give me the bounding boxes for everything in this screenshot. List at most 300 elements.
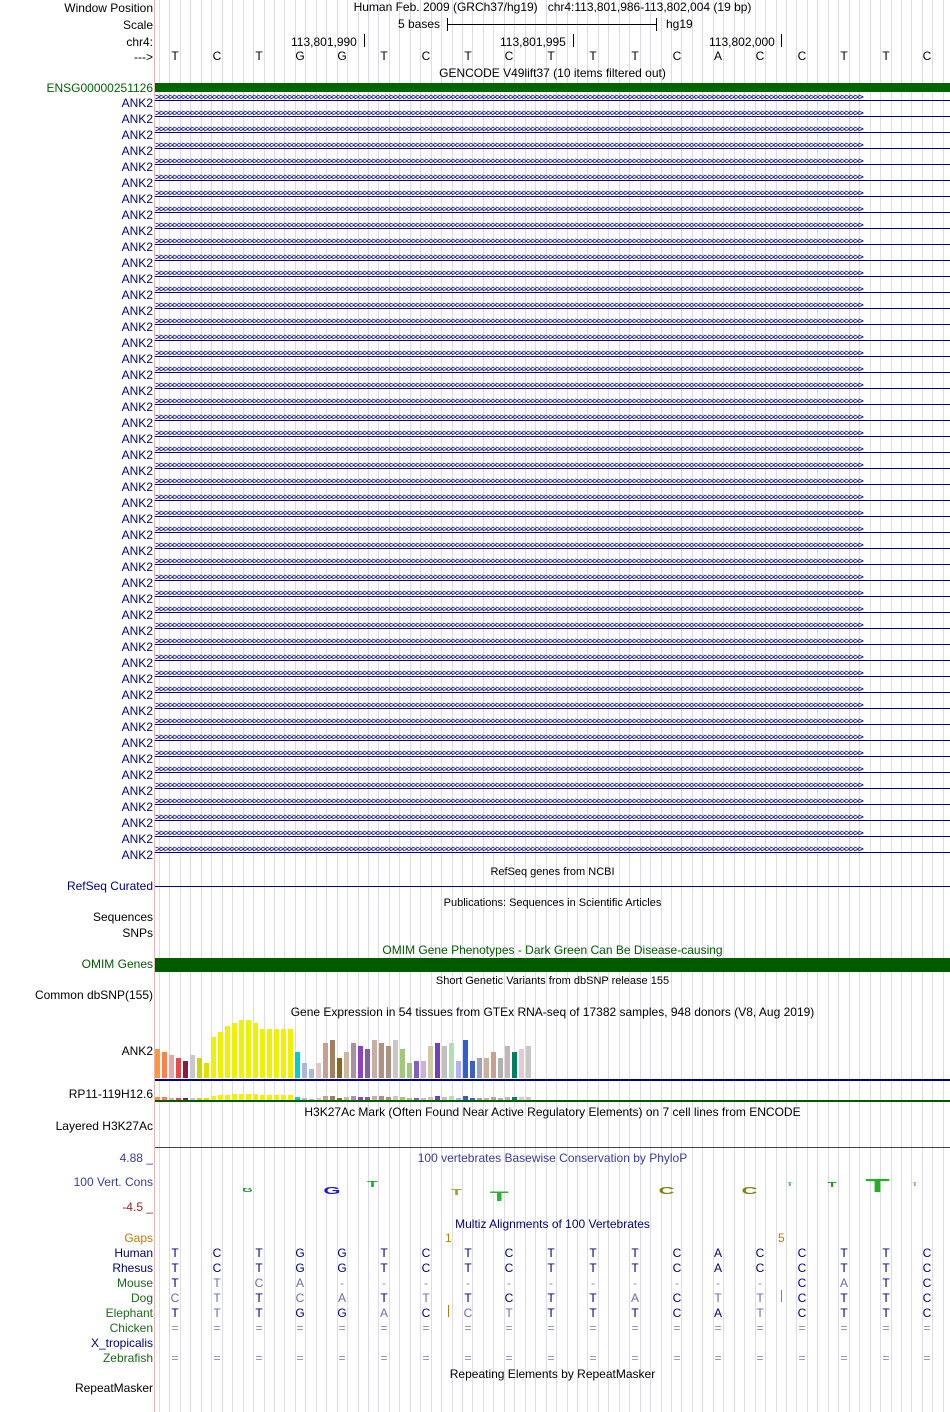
- gtex-tissue-bar[interactable]: [505, 1046, 510, 1078]
- repeatmasker-label[interactable]: RepeatMasker: [74, 1381, 153, 1395]
- gtex-tissue-bar[interactable]: [470, 1061, 475, 1078]
- alignment-base: -: [466, 1276, 470, 1290]
- ruler-tick: [364, 34, 365, 47]
- gtex-tissue-bar[interactable]: [323, 1043, 328, 1078]
- alignment-base: C: [212, 1246, 222, 1260]
- gtex-tissue-bar[interactable]: [246, 1020, 251, 1078]
- h3k27-title: H3K27Ac Mark (Often Found Near Active Regulatory Elements) on 7 cell lines from ENCODE: [304, 1105, 801, 1119]
- alignment-base: T: [213, 1291, 221, 1305]
- transcript-label[interactable]: ANK2: [121, 128, 153, 142]
- gtex-tissue-bar[interactable]: [449, 1043, 454, 1078]
- transcript-label[interactable]: ANK2: [121, 544, 153, 558]
- alignment-base: C: [295, 1291, 305, 1305]
- alignment-base: T: [505, 1306, 513, 1320]
- gap-marker: 1: [445, 1231, 452, 1245]
- gtex-tissue-bar[interactable]: [267, 1029, 272, 1078]
- gtex-tissue-bar[interactable]: [421, 1061, 426, 1078]
- species-label[interactable]: Zebrafish: [102, 1351, 153, 1365]
- alignment-base: T: [882, 1291, 890, 1305]
- phylop-base-glyph[interactable]: T: [865, 1176, 890, 1196]
- transcript-line[interactable]: >>>>>>>>>>>>>>>>>>>>>>>>>>>>>>>>>>>>>>>>>>>>>>>>>>>>>>>>>>>>>>>>>>>>>>>>>>>>>>>>>>>>>>>>>>>>>>>>>>>>>>>>>>>>>>>>>>>>>>>>>>>>>>>>>>>>>>>>>>>>>>>>>>>>>>>>>>>>>>>>: [155, 285, 950, 301]
- alignment-base: =: [380, 1351, 388, 1365]
- refseq-title: RefSeq genes from NCBI: [490, 866, 615, 878]
- scale-bar-right-cap: [656, 18, 657, 31]
- alignment-base: C: [504, 1291, 514, 1305]
- transcript-line[interactable]: >>>>>>>>>>>>>>>>>>>>>>>>>>>>>>>>>>>>>>>>>>>>>>>>>>>>>>>>>>>>>>>>>>>>>>>>>>>>>>>>>>>>>>>>>>>>>>>>>>>>>>>>>>>>>>>>>>>>>>>>>>>>>>>>>>>>>>>>>>>>>>>>>>>>>>>>>>>>>>>>: [155, 413, 950, 429]
- transcript-line[interactable]: >>>>>>>>>>>>>>>>>>>>>>>>>>>>>>>>>>>>>>>>>>>>>>>>>>>>>>>>>>>>>>>>>>>>>>>>>>>>>>>>>>>>>>>>>>>>>>>>>>>>>>>>>>>>>>>>>>>>>>>>>>>>>>>>>>>>>>>>>>>>>>>>>>>>>>>>>>>>>>>>: [155, 653, 950, 669]
- transcript-line[interactable]: >>>>>>>>>>>>>>>>>>>>>>>>>>>>>>>>>>>>>>>>>>>>>>>>>>>>>>>>>>>>>>>>>>>>>>>>>>>>>>>>>>>>>>>>>>>>>>>>>>>>>>>>>>>>>>>>>>>>>>>>>>>>>>>>>>>>>>>>>>>>>>>>>>>>>>>>>>>>>>>>: [155, 733, 950, 749]
- gtex-tissue-bar[interactable]: [337, 1058, 342, 1078]
- gtex-tissue-bar[interactable]: [400, 1049, 405, 1078]
- omim-label[interactable]: OMIM Genes: [81, 957, 153, 971]
- gtex-tissue-bar[interactable]: [456, 1061, 461, 1078]
- gtex-tissue-bar[interactable]: [526, 1046, 531, 1078]
- ensg-label[interactable]: ENSG00000251126: [46, 81, 153, 95]
- alignment-base: =: [756, 1321, 764, 1335]
- gtex-tissue-bar[interactable]: [281, 1029, 286, 1078]
- gtex-tissue-bar[interactable]: [428, 1046, 433, 1078]
- transcript-line[interactable]: >>>>>>>>>>>>>>>>>>>>>>>>>>>>>>>>>>>>>>>>>>>>>>>>>>>>>>>>>>>>>>>>>>>>>>>>>>>>>>>>>>>>>>>>>>>>>>>>>>>>>>>>>>>>>>>>>>>>>>>>>>>>>>>>>>>>>>>>>>>>>>>>>>>>>>>>>>>>>>>>: [155, 845, 950, 861]
- phylop-base-glyph[interactable]: T: [910, 1182, 919, 1188]
- alignment-base: =: [422, 1351, 430, 1365]
- alignment-base: T: [840, 1261, 848, 1275]
- dbsnp-label[interactable]: Common dbSNP(155): [34, 988, 153, 1002]
- alignment-base: -: [675, 1276, 679, 1290]
- sequence-base: C: [212, 49, 222, 63]
- transcript-line[interactable]: >>>>>>>>>>>>>>>>>>>>>>>>>>>>>>>>>>>>>>>>>>>>>>>>>>>>>>>>>>>>>>>>>>>>>>>>>>>>>>>>>>>>>>>>>>>>>>>>>>>>>>>>>>>>>>>>>>>>>>>>>>>>>>>>>>>>>>>>>>>>>>>>>>>>>>>>>>>>>>>>: [155, 157, 950, 173]
- position-header: [155, 0, 950, 14]
- alignment-base: =: [547, 1321, 555, 1335]
- alignment-base: C: [504, 1246, 514, 1260]
- h3k27-label[interactable]: Layered H3K27Ac: [55, 1119, 153, 1133]
- dog-insert-marker: [781, 1290, 782, 1302]
- transcript-line[interactable]: >>>>>>>>>>>>>>>>>>>>>>>>>>>>>>>>>>>>>>>>>>>>>>>>>>>>>>>>>>>>>>>>>>>>>>>>>>>>>>>>>>>>>>>>>>>>>>>>>>>>>>>>>>>>>>>>>>>>>>>>>>>>>>>>>>>>>>>>>>>>>>>>>>>>>>>>>>>>>>>>: [155, 765, 950, 781]
- window-position-label: Window Position: [64, 1, 153, 15]
- transcript-label[interactable]: ANK2: [121, 592, 153, 606]
- transcript-label[interactable]: ANK2: [121, 368, 153, 382]
- gtex-tissue-bar[interactable]: [519, 1049, 524, 1078]
- gtex-tissue-bar[interactable]: [344, 1052, 349, 1078]
- gencode-title[interactable]: GENCODE V49lift37 (10 items filtered out): [439, 66, 666, 80]
- species-label[interactable]: Rhesus: [112, 1261, 153, 1275]
- transcript-label[interactable]: ANK2: [121, 800, 153, 814]
- gaps-label[interactable]: Gaps: [124, 1231, 153, 1245]
- transcript-label[interactable]: ANK2: [121, 416, 153, 430]
- alignment-base: A: [839, 1276, 848, 1290]
- gtex-tissue-bar[interactable]: [253, 1023, 258, 1078]
- transcript-line[interactable]: >>>>>>>>>>>>>>>>>>>>>>>>>>>>>>>>>>>>>>>>>>>>>>>>>>>>>>>>>>>>>>>>>>>>>>>>>>>>>>>>>>>>>>>>>>>>>>>>>>>>>>>>>>>>>>>>>>>>>>>>>>>>>>>>>>>>>>>>>>>>>>>>>>>>>>>>>>>>>>>>: [155, 205, 950, 221]
- alignment-base: T: [882, 1276, 890, 1290]
- gtex-tissue-bar[interactable]: [232, 1023, 237, 1078]
- strand-label: --->: [134, 50, 153, 64]
- transcript-label[interactable]: ANK2: [121, 608, 153, 622]
- species-label[interactable]: X_tropicalis: [90, 1336, 153, 1350]
- alignment-base: A: [713, 1306, 722, 1320]
- transcript-label[interactable]: ANK2: [121, 624, 153, 638]
- transcript-label[interactable]: ANK2: [121, 160, 153, 174]
- alignment-base: C: [922, 1291, 932, 1305]
- alignment-base: -: [382, 1276, 386, 1290]
- transcript-line[interactable]: >>>>>>>>>>>>>>>>>>>>>>>>>>>>>>>>>>>>>>>>>>>>>>>>>>>>>>>>>>>>>>>>>>>>>>>>>>>>>>>>>>>>>>>>>>>>>>>>>>>>>>>>>>>>>>>>>>>>>>>>>>>>>>>>>>>>>>>>>>>>>>>>>>>>>>>>>>>>>>>>: [155, 365, 950, 381]
- transcript-label[interactable]: ANK2: [121, 176, 153, 190]
- transcript-label[interactable]: ANK2: [121, 512, 153, 526]
- transcript-line[interactable]: >>>>>>>>>>>>>>>>>>>>>>>>>>>>>>>>>>>>>>>>>>>>>>>>>>>>>>>>>>>>>>>>>>>>>>>>>>>>>>>>>>>>>>>>>>>>>>>>>>>>>>>>>>>>>>>>>>>>>>>>>>>>>>>>>>>>>>>>>>>>>>>>>>>>>>>>>>>>>>>>: [155, 349, 950, 365]
- alignment-base: T: [631, 1306, 639, 1320]
- transcript-line[interactable]: >>>>>>>>>>>>>>>>>>>>>>>>>>>>>>>>>>>>>>>>>>>>>>>>>>>>>>>>>>>>>>>>>>>>>>>>>>>>>>>>>>>>>>>>>>>>>>>>>>>>>>>>>>>>>>>>>>>>>>>>>>>>>>>>>>>>>>>>>>>>>>>>>>>>>>>>>>>>>>>>: [155, 381, 950, 397]
- alignment-base: C: [922, 1276, 932, 1290]
- alignment-base: T: [464, 1291, 472, 1305]
- gtex-tissue-bar[interactable]: [218, 1032, 223, 1078]
- sequence-base: C: [797, 49, 807, 63]
- transcript-line[interactable]: >>>>>>>>>>>>>>>>>>>>>>>>>>>>>>>>>>>>>>>>>>>>>>>>>>>>>>>>>>>>>>>>>>>>>>>>>>>>>>>>>>>>>>>>>>>>>>>>>>>>>>>>>>>>>>>>>>>>>>>>>>>>>>>>>>>>>>>>>>>>>>>>>>>>>>>>>>>>>>>>: [155, 173, 950, 189]
- transcript-line[interactable]: >>>>>>>>>>>>>>>>>>>>>>>>>>>>>>>>>>>>>>>>>>>>>>>>>>>>>>>>>>>>>>>>>>>>>>>>>>>>>>>>>>>>>>>>>>>>>>>>>>>>>>>>>>>>>>>>>>>>>>>>>>>>>>>>>>>>>>>>>>>>>>>>>>>>>>>>>>>>>>>>: [155, 125, 950, 141]
- alignment-base: =: [923, 1321, 931, 1335]
- ensg-gene-bar[interactable]: [155, 83, 950, 92]
- transcript-label[interactable]: ANK2: [121, 256, 153, 270]
- transcript-label[interactable]: ANK2: [121, 816, 153, 830]
- alignment-base: =: [840, 1321, 848, 1335]
- phylop-base-glyph[interactable]: T: [451, 1188, 462, 1197]
- transcript-line[interactable]: >>>>>>>>>>>>>>>>>>>>>>>>>>>>>>>>>>>>>>>>>>>>>>>>>>>>>>>>>>>>>>>>>>>>>>>>>>>>>>>>>>>>>>>>>>>>>>>>>>>>>>>>>>>>>>>>>>>>>>>>>>>>>>>>>>>>>>>>>>>>>>>>>>>>>>>>>>>>>>>>: [155, 589, 950, 605]
- snps-label[interactable]: SNPs: [122, 926, 153, 940]
- transcript-label[interactable]: ANK2: [121, 720, 153, 734]
- transcript-label[interactable]: ANK2: [121, 480, 153, 494]
- alignment-base: =: [213, 1351, 221, 1365]
- alignment-base: T: [840, 1246, 848, 1260]
- gtex-tissue-bar[interactable]: [372, 1040, 377, 1078]
- phylop-base-glyph[interactable]: T: [785, 1182, 794, 1188]
- dbsnp-title: Short Genetic Variants from dbSNP release 155: [435, 975, 670, 987]
- alignment-base: C: [755, 1246, 765, 1260]
- transcript-line[interactable]: >>>>>>>>>>>>>>>>>>>>>>>>>>>>>>>>>>>>>>>>>>>>>>>>>>>>>>>>>>>>>>>>>>>>>>>>>>>>>>>>>>>>>>>>>>>>>>>>>>>>>>>>>>>>>>>>>>>>>>>>>>>>>>>>>>>>>>>>>>>>>>>>>>>>>>>>>>>>>>>>: [155, 669, 950, 685]
- gtex-tissue-bar[interactable]: [288, 1029, 293, 1078]
- alignment-base: C: [797, 1246, 807, 1260]
- transcript-label[interactable]: ANK2: [121, 736, 153, 750]
- transcript-label[interactable]: ANK2: [121, 96, 153, 110]
- transcript-line[interactable]: >>>>>>>>>>>>>>>>>>>>>>>>>>>>>>>>>>>>>>>>>>>>>>>>>>>>>>>>>>>>>>>>>>>>>>>>>>>>>>>>>>>>>>>>>>>>>>>>>>>>>>>>>>>>>>>>>>>>>>>>>>>>>>>>>>>>>>>>>>>>>>>>>>>>>>>>>>>>>>>>: [155, 701, 950, 717]
- gtex-tissue-bar[interactable]: [316, 1063, 321, 1078]
- transcript-line[interactable]: >>>>>>>>>>>>>>>>>>>>>>>>>>>>>>>>>>>>>>>>>>>>>>>>>>>>>>>>>>>>>>>>>>>>>>>>>>>>>>>>>>>>>>>>>>>>>>>>>>>>>>>>>>>>>>>>>>>>>>>>>>>>>>>>>>>>>>>>>>>>>>>>>>>>>>>>>>>>>>>>: [155, 717, 950, 733]
- alignment-base: C: [463, 1306, 473, 1320]
- alignment-base: T: [213, 1306, 221, 1320]
- omim-gene-bar[interactable]: [155, 958, 950, 972]
- gtex-tissue-bar[interactable]: [309, 1069, 314, 1078]
- phylop-title: 100 vertebrates Basewise Conservation by PhyloP: [417, 1151, 688, 1165]
- transcript-line[interactable]: >>>>>>>>>>>>>>>>>>>>>>>>>>>>>>>>>>>>>>>>>>>>>>>>>>>>>>>>>>>>>>>>>>>>>>>>>>>>>>>>>>>>>>>>>>>>>>>>>>>>>>>>>>>>>>>>>>>>>>>>>>>>>>>>>>>>>>>>>>>>>>>>>>>>>>>>>>>>>>>>: [155, 813, 950, 829]
- transcript-line[interactable]: >>>>>>>>>>>>>>>>>>>>>>>>>>>>>>>>>>>>>>>>>>>>>>>>>>>>>>>>>>>>>>>>>>>>>>>>>>>>>>>>>>>>>>>>>>>>>>>>>>>>>>>>>>>>>>>>>>>>>>>>>>>>>>>>>>>>>>>>>>>>>>>>>>>>>>>>>>>>>>>>: [155, 749, 950, 765]
- alignment-base: C: [212, 1261, 222, 1275]
- alignment-base: =: [714, 1351, 722, 1365]
- transcript-label[interactable]: ANK2: [121, 704, 153, 718]
- alignment-base: =: [589, 1321, 597, 1335]
- chrom-label: chr4:: [126, 35, 153, 49]
- alignment-base: C: [797, 1276, 807, 1290]
- elephant-insert-marker: [448, 1305, 449, 1317]
- track-label-column: [0, 0, 153, 1412]
- alignment-base: C: [922, 1306, 932, 1320]
- alignment-base: T: [882, 1306, 890, 1320]
- gtex-tissue-bar[interactable]: [498, 1058, 503, 1078]
- sequence-base: G: [337, 49, 347, 63]
- transcript-line[interactable]: >>>>>>>>>>>>>>>>>>>>>>>>>>>>>>>>>>>>>>>>>>>>>>>>>>>>>>>>>>>>>>>>>>>>>>>>>>>>>>>>>>>>>>>>>>>>>>>>>>>>>>>>>>>>>>>>>>>>>>>>>>>>>>>>>>>>>>>>>>>>>>>>>>>>>>>>>>>>>>>>: [155, 141, 950, 157]
- transcript-line[interactable]: >>>>>>>>>>>>>>>>>>>>>>>>>>>>>>>>>>>>>>>>>>>>>>>>>>>>>>>>>>>>>>>>>>>>>>>>>>>>>>>>>>>>>>>>>>>>>>>>>>>>>>>>>>>>>>>>>>>>>>>>>>>>>>>>>>>>>>>>>>>>>>>>>>>>>>>>>>>>>>>>: [155, 109, 950, 125]
- gtex-tissue-bar[interactable]: [162, 1052, 167, 1078]
- alignment-base: C: [672, 1291, 682, 1305]
- gtex-rp11-baseline: [155, 1100, 950, 1102]
- alignment-base: T: [547, 1306, 555, 1320]
- alignment-base: T: [255, 1291, 263, 1305]
- gtex-tissue-bar[interactable]: [512, 1052, 517, 1078]
- transcript-label[interactable]: ANK2: [121, 640, 153, 654]
- alignment-base: A: [630, 1291, 639, 1305]
- transcript-label[interactable]: ANK2: [121, 672, 153, 686]
- alignment-base: =: [422, 1321, 430, 1335]
- alignment-base: =: [505, 1351, 513, 1365]
- transcript-label[interactable]: ANK2: [121, 576, 153, 590]
- phylop-base-glyph[interactable]: G: [323, 1186, 341, 1197]
- sequence-base: T: [840, 49, 848, 63]
- phylop-base-glyph[interactable]: G: [242, 1188, 253, 1194]
- refseq-gene-line[interactable]: [155, 886, 950, 887]
- alignment-base: C: [170, 1291, 180, 1305]
- transcript-line[interactable]: >>>>>>>>>>>>>>>>>>>>>>>>>>>>>>>>>>>>>>>>>>>>>>>>>>>>>>>>>>>>>>>>>>>>>>>>>>>>>>>>>>>>>>>>>>>>>>>>>>>>>>>>>>>>>>>>>>>>>>>>>>>>>>>>>>>>>>>>>>>>>>>>>>>>>>>>>>>>>>>>: [155, 333, 950, 349]
- transcript-label[interactable]: ANK2: [121, 400, 153, 414]
- phylop-base-glyph[interactable]: T: [367, 1180, 378, 1189]
- transcript-label[interactable]: ANK2: [121, 656, 153, 670]
- gtex-tissue-bar[interactable]: [351, 1043, 356, 1078]
- alignment-base: G: [295, 1306, 305, 1320]
- alignment-base: C: [755, 1261, 765, 1275]
- transcript-line[interactable]: >>>>>>>>>>>>>>>>>>>>>>>>>>>>>>>>>>>>>>>>>>>>>>>>>>>>>>>>>>>>>>>>>>>>>>>>>>>>>>>>>>>>>>>>>>>>>>>>>>>>>>>>>>>>>>>>>>>>>>>>>>>>>>>>>>>>>>>>>>>>>>>>>>>>>>>>>>>>>>>>: [155, 221, 950, 237]
- gtex-tissue-bar[interactable]: [407, 1063, 412, 1078]
- transcript-line[interactable]: >>>>>>>>>>>>>>>>>>>>>>>>>>>>>>>>>>>>>>>>>>>>>>>>>>>>>>>>>>>>>>>>>>>>>>>>>>>>>>>>>>>>>>>>>>>>>>>>>>>>>>>>>>>>>>>>>>>>>>>>>>>>>>>>>>>>>>>>>>>>>>>>>>>>>>>>>>>>>>>>: [155, 429, 950, 445]
- transcript-label[interactable]: ANK2: [121, 432, 153, 446]
- alignment-base: C: [421, 1306, 431, 1320]
- sequence-base: C: [755, 49, 765, 63]
- refseq-label[interactable]: RefSeq Curated: [66, 879, 153, 893]
- transcript-label[interactable]: ANK2: [121, 208, 153, 222]
- phylop-base-glyph[interactable]: C: [741, 1186, 758, 1197]
- transcript-line[interactable]: >>>>>>>>>>>>>>>>>>>>>>>>>>>>>>>>>>>>>>>>>>>>>>>>>>>>>>>>>>>>>>>>>>>>>>>>>>>>>>>>>>>>>>>>>>>>>>>>>>>>>>>>>>>>>>>>>>>>>>>>>>>>>>>>>>>>>>>>>>>>>>>>>>>>>>>>>>>>>>>>: [155, 189, 950, 205]
- sequence-base: T: [631, 49, 639, 63]
- transcript-line[interactable]: >>>>>>>>>>>>>>>>>>>>>>>>>>>>>>>>>>>>>>>>>>>>>>>>>>>>>>>>>>>>>>>>>>>>>>>>>>>>>>>>>>>>>>>>>>>>>>>>>>>>>>>>>>>>>>>>>>>>>>>>>>>>>>>>>>>>>>>>>>>>>>>>>>>>>>>>>>>>>>>>: [155, 237, 950, 253]
- alignment-base: C: [504, 1261, 514, 1275]
- phylop-base-glyph[interactable]: T: [827, 1182, 837, 1189]
- transcript-label[interactable]: ANK2: [121, 464, 153, 478]
- species-label[interactable]: Elephant: [105, 1306, 153, 1320]
- gtex-ank2-baseline: [155, 1079, 950, 1081]
- transcript-line[interactable]: >>>>>>>>>>>>>>>>>>>>>>>>>>>>>>>>>>>>>>>>>>>>>>>>>>>>>>>>>>>>>>>>>>>>>>>>>>>>>>>>>>>>>>>>>>>>>>>>>>>>>>>>>>>>>>>>>>>>>>>>>>>>>>>>>>>>>>>>>>>>>>>>>>>>>>>>>>>>>>>>: [155, 445, 950, 461]
- transcript-label[interactable]: ANK2: [121, 768, 153, 782]
- gtex-tissue-bar[interactable]: [176, 1058, 181, 1078]
- alignment-base: T: [464, 1246, 472, 1260]
- gtex-tissue-bar[interactable]: [365, 1049, 370, 1078]
- gtex-title: Gene Expression in 54 tissues from GTEx RNA-seq of 17382 samples, 948 donors (V8, Aug 2019): [290, 1005, 815, 1019]
- alignment-base: =: [296, 1321, 304, 1335]
- gap-marker: 5: [778, 1231, 785, 1245]
- gtex-tissue-bar[interactable]: [183, 1061, 188, 1078]
- sequence-base: G: [295, 49, 305, 63]
- alignment-base: =: [631, 1351, 639, 1365]
- alignment-base: C: [421, 1261, 431, 1275]
- transcript-label[interactable]: ANK2: [121, 784, 153, 798]
- transcript-line[interactable]: >>>>>>>>>>>>>>>>>>>>>>>>>>>>>>>>>>>>>>>>>>>>>>>>>>>>>>>>>>>>>>>>>>>>>>>>>>>>>>>>>>>>>>>>>>>>>>>>>>>>>>>>>>>>>>>>>>>>>>>>>>>>>>>>>>>>>>>>>>>>>>>>>>>>>>>>>>>>>>>>: [155, 269, 950, 285]
- cons-max-label: 4.88 _: [119, 1151, 153, 1165]
- species-label[interactable]: Mouse: [116, 1276, 153, 1290]
- gtex-tissue-bar[interactable]: [393, 1040, 398, 1078]
- transcript-label[interactable]: ANK2: [121, 848, 153, 862]
- alignment-base: A: [713, 1246, 722, 1260]
- cons-label[interactable]: 100 Vert. Cons: [73, 1175, 153, 1189]
- alignment-base: T: [171, 1306, 179, 1320]
- sequence-base: T: [882, 49, 890, 63]
- gtex-tissue-bar[interactable]: [155, 1049, 160, 1078]
- gtex-tissue-bar[interactable]: [169, 1055, 174, 1078]
- alignment-base: T: [380, 1291, 388, 1305]
- alignment-base: T: [171, 1276, 179, 1290]
- gtex-tissue-bar[interactable]: [435, 1043, 440, 1078]
- repeatmasker-title: Repeating Elements by RepeatMasker: [449, 1367, 656, 1381]
- transcript-label[interactable]: ANK2: [121, 496, 153, 510]
- gtex-rp11-bars[interactable]: [155, 1086, 535, 1100]
- alignment-base: T: [589, 1291, 597, 1305]
- ruler-tick: [781, 34, 782, 47]
- transcript-line[interactable]: >>>>>>>>>>>>>>>>>>>>>>>>>>>>>>>>>>>>>>>>>>>>>>>>>>>>>>>>>>>>>>>>>>>>>>>>>>>>>>>>>>>>>>>>>>>>>>>>>>>>>>>>>>>>>>>>>>>>>>>>>>>>>>>>>>>>>>>>>>>>>>>>>>>>>>>>>>>>>>>>: [155, 797, 950, 813]
- transcript-line[interactable]: >>>>>>>>>>>>>>>>>>>>>>>>>>>>>>>>>>>>>>>>>>>>>>>>>>>>>>>>>>>>>>>>>>>>>>>>>>>>>>>>>>>>>>>>>>>>>>>>>>>>>>>>>>>>>>>>>>>>>>>>>>>>>>>>>>>>>>>>>>>>>>>>>>>>>>>>>>>>>>>>: [155, 477, 950, 493]
- alignment-base: T: [714, 1291, 722, 1305]
- transcript-label[interactable]: ANK2: [121, 832, 153, 846]
- transcript-label[interactable]: ANK2: [121, 336, 153, 350]
- transcript-label[interactable]: ANK2: [121, 448, 153, 462]
- gtex-tissue-bar[interactable]: [442, 1046, 447, 1078]
- alignment-base: -: [591, 1276, 595, 1290]
- transcript-line[interactable]: >>>>>>>>>>>>>>>>>>>>>>>>>>>>>>>>>>>>>>>>>>>>>>>>>>>>>>>>>>>>>>>>>>>>>>>>>>>>>>>>>>>>>>>>>>>>>>>>>>>>>>>>>>>>>>>>>>>>>>>>>>>>>>>>>>>>>>>>>>>>>>>>>>>>>>>>>>>>>>>>: [155, 605, 950, 621]
- transcript-label[interactable]: ANK2: [121, 752, 153, 766]
- alignment-base: A: [295, 1276, 304, 1290]
- gtex-tissue-bar[interactable]: [302, 1063, 307, 1078]
- gtex-tissue-bar[interactable]: [197, 1058, 202, 1078]
- transcript-line[interactable]: >>>>>>>>>>>>>>>>>>>>>>>>>>>>>>>>>>>>>>>>>>>>>>>>>>>>>>>>>>>>>>>>>>>>>>>>>>>>>>>>>>>>>>>>>>>>>>>>>>>>>>>>>>>>>>>>>>>>>>>>>>>>>>>>>>>>>>>>>>>>>>>>>>>>>>>>>>>>>>>>: [155, 301, 950, 317]
- transcript-line[interactable]: >>>>>>>>>>>>>>>>>>>>>>>>>>>>>>>>>>>>>>>>>>>>>>>>>>>>>>>>>>>>>>>>>>>>>>>>>>>>>>>>>>>>>>>>>>>>>>>>>>>>>>>>>>>>>>>>>>>>>>>>>>>>>>>>>>>>>>>>>>>>>>>>>>>>>>>>>>>>>>>>: [155, 253, 950, 269]
- phylop-base-glyph[interactable]: C: [658, 1186, 675, 1197]
- sequence-base: T: [464, 49, 472, 63]
- gtex-tissue-bar[interactable]: [386, 1046, 391, 1078]
- gtex-tissue-bar[interactable]: [260, 1029, 265, 1078]
- transcript-line[interactable]: >>>>>>>>>>>>>>>>>>>>>>>>>>>>>>>>>>>>>>>>>>>>>>>>>>>>>>>>>>>>>>>>>>>>>>>>>>>>>>>>>>>>>>>>>>>>>>>>>>>>>>>>>>>>>>>>>>>>>>>>>>>>>>>>>>>>>>>>>>>>>>>>>>>>>>>>>>>>>>>>: [155, 637, 950, 653]
- sequence-base: T: [255, 49, 263, 63]
- alignment-base: =: [296, 1351, 304, 1365]
- transcript-line[interactable]: >>>>>>>>>>>>>>>>>>>>>>>>>>>>>>>>>>>>>>>>>>>>>>>>>>>>>>>>>>>>>>>>>>>>>>>>>>>>>>>>>>>>>>>>>>>>>>>>>>>>>>>>>>>>>>>>>>>>>>>>>>>>>>>>>>>>>>>>>>>>>>>>>>>>>>>>>>>>>>>>: [155, 93, 950, 109]
- transcript-label[interactable]: ANK2: [121, 560, 153, 574]
- transcript-line[interactable]: >>>>>>>>>>>>>>>>>>>>>>>>>>>>>>>>>>>>>>>>>>>>>>>>>>>>>>>>>>>>>>>>>>>>>>>>>>>>>>>>>>>>>>>>>>>>>>>>>>>>>>>>>>>>>>>>>>>>>>>>>>>>>>>>>>>>>>>>>>>>>>>>>>>>>>>>>>>>>>>>: [155, 493, 950, 509]
- transcript-label[interactable]: ANK2: [121, 192, 153, 206]
- ruler-tick-label: 113,801,990: [291, 35, 357, 49]
- transcript-label[interactable]: ANK2: [121, 240, 153, 254]
- transcript-line[interactable]: >>>>>>>>>>>>>>>>>>>>>>>>>>>>>>>>>>>>>>>>>>>>>>>>>>>>>>>>>>>>>>>>>>>>>>>>>>>>>>>>>>>>>>>>>>>>>>>>>>>>>>>>>>>>>>>>>>>>>>>>>>>>>>>>>>>>>>>>>>>>>>>>>>>>>>>>>>>>>>>>: [155, 621, 950, 637]
- species-label[interactable]: Human: [114, 1246, 153, 1260]
- transcript-label[interactable]: ANK2: [121, 272, 153, 286]
- alignment-base: T: [422, 1291, 430, 1305]
- transcript-label[interactable]: ANK2: [121, 112, 153, 126]
- gtex-ank2-label[interactable]: ANK2: [121, 1044, 153, 1058]
- transcript-line[interactable]: >>>>>>>>>>>>>>>>>>>>>>>>>>>>>>>>>>>>>>>>>>>>>>>>>>>>>>>>>>>>>>>>>>>>>>>>>>>>>>>>>>>>>>>>>>>>>>>>>>>>>>>>>>>>>>>>>>>>>>>>>>>>>>>>>>>>>>>>>>>>>>>>>>>>>>>>>>>>>>>>: [155, 461, 950, 477]
- gtex-tissue-bar[interactable]: [274, 1029, 279, 1078]
- alignment-base: =: [714, 1321, 722, 1335]
- gtex-rp11-label[interactable]: RP11-119H12.6: [68, 1087, 153, 1101]
- alignment-base: C: [922, 1246, 932, 1260]
- transcript-line[interactable]: >>>>>>>>>>>>>>>>>>>>>>>>>>>>>>>>>>>>>>>>>>>>>>>>>>>>>>>>>>>>>>>>>>>>>>>>>>>>>>>>>>>>>>>>>>>>>>>>>>>>>>>>>>>>>>>>>>>>>>>>>>>>>>>>>>>>>>>>>>>>>>>>>>>>>>>>>>>>>>>>: [155, 525, 950, 541]
- species-label[interactable]: Dog: [130, 1291, 153, 1305]
- alignment-base: =: [547, 1351, 555, 1365]
- transcript-label[interactable]: ANK2: [121, 304, 153, 318]
- alignment-base: T: [380, 1246, 388, 1260]
- gtex-tissue-bar[interactable]: [414, 1061, 419, 1078]
- transcript-line[interactable]: >>>>>>>>>>>>>>>>>>>>>>>>>>>>>>>>>>>>>>>>>>>>>>>>>>>>>>>>>>>>>>>>>>>>>>>>>>>>>>>>>>>>>>>>>>>>>>>>>>>>>>>>>>>>>>>>>>>>>>>>>>>>>>>>>>>>>>>>>>>>>>>>>>>>>>>>>>>>>>>>: [155, 781, 950, 797]
- transcript-label[interactable]: ANK2: [121, 144, 153, 158]
- gtex-tissue-bar[interactable]: [330, 1040, 335, 1078]
- alignment-base: T: [882, 1246, 890, 1260]
- phylop-logo[interactable]: [155, 1170, 950, 1210]
- alignment-base: C: [797, 1291, 807, 1305]
- transcript-label[interactable]: ANK2: [121, 384, 153, 398]
- track-area[interactable]: [155, 0, 950, 1412]
- transcript-label[interactable]: ANK2: [121, 528, 153, 542]
- transcript-label[interactable]: ANK2: [121, 352, 153, 366]
- alignment-base: G: [295, 1261, 305, 1275]
- sequence-base: C: [922, 49, 932, 63]
- gtex-tissue-bar[interactable]: [239, 1020, 244, 1078]
- species-label[interactable]: Chicken: [109, 1321, 153, 1335]
- ruler-tick-label: 113,802,000: [709, 35, 775, 49]
- transcript-line[interactable]: >>>>>>>>>>>>>>>>>>>>>>>>>>>>>>>>>>>>>>>>>>>>>>>>>>>>>>>>>>>>>>>>>>>>>>>>>>>>>>>>>>>>>>>>>>>>>>>>>>>>>>>>>>>>>>>>>>>>>>>>>>>>>>>>>>>>>>>>>>>>>>>>>>>>>>>>>>>>>>>>: [155, 685, 950, 701]
- gtex-tissue-bar[interactable]: [484, 1058, 489, 1078]
- gtex-tissue-bar[interactable]: [463, 1040, 468, 1078]
- transcript-label[interactable]: ANK2: [121, 688, 153, 702]
- cons-min-label: -4.5 _: [122, 1200, 153, 1214]
- transcript-line[interactable]: >>>>>>>>>>>>>>>>>>>>>>>>>>>>>>>>>>>>>>>>>>>>>>>>>>>>>>>>>>>>>>>>>>>>>>>>>>>>>>>>>>>>>>>>>>>>>>>>>>>>>>>>>>>>>>>>>>>>>>>>>>>>>>>>>>>>>>>>>>>>>>>>>>>>>>>>>>>>>>>>: [155, 829, 950, 845]
- gtex-tissue-bar[interactable]: [211, 1037, 216, 1078]
- phylop-base-glyph[interactable]: T: [489, 1188, 509, 1204]
- gtex-ank2-bars[interactable]: [155, 1018, 535, 1078]
- transcript-line[interactable]: >>>>>>>>>>>>>>>>>>>>>>>>>>>>>>>>>>>>>>>>>>>>>>>>>>>>>>>>>>>>>>>>>>>>>>>>>>>>>>>>>>>>>>>>>>>>>>>>>>>>>>>>>>>>>>>>>>>>>>>>>>>>>>>>>>>>>>>>>>>>>>>>>>>>>>>>>>>>>>>>: [155, 397, 950, 413]
- transcript-line[interactable]: >>>>>>>>>>>>>>>>>>>>>>>>>>>>>>>>>>>>>>>>>>>>>>>>>>>>>>>>>>>>>>>>>>>>>>>>>>>>>>>>>>>>>>>>>>>>>>>>>>>>>>>>>>>>>>>>>>>>>>>>>>>>>>>>>>>>>>>>>>>>>>>>>>>>>>>>>>>>>>>>: [155, 557, 950, 573]
- transcript-line[interactable]: >>>>>>>>>>>>>>>>>>>>>>>>>>>>>>>>>>>>>>>>>>>>>>>>>>>>>>>>>>>>>>>>>>>>>>>>>>>>>>>>>>>>>>>>>>>>>>>>>>>>>>>>>>>>>>>>>>>>>>>>>>>>>>>>>>>>>>>>>>>>>>>>>>>>>>>>>>>>>>>>: [155, 541, 950, 557]
- alignment-base: G: [295, 1246, 305, 1260]
- transcript-label[interactable]: ANK2: [121, 224, 153, 238]
- transcript-label[interactable]: ANK2: [121, 288, 153, 302]
- transcript-line[interactable]: >>>>>>>>>>>>>>>>>>>>>>>>>>>>>>>>>>>>>>>>>>>>>>>>>>>>>>>>>>>>>>>>>>>>>>>>>>>>>>>>>>>>>>>>>>>>>>>>>>>>>>>>>>>>>>>>>>>>>>>>>>>>>>>>>>>>>>>>>>>>>>>>>>>>>>>>>>>>>>>>: [155, 509, 950, 525]
- alignment-base: T: [255, 1261, 263, 1275]
- alignment-base: T: [213, 1276, 221, 1290]
- gtex-tissue-bar[interactable]: [379, 1043, 384, 1078]
- gtex-tissue-bar[interactable]: [295, 1052, 300, 1078]
- alignment-base: C: [797, 1261, 807, 1275]
- transcript-line[interactable]: >>>>>>>>>>>>>>>>>>>>>>>>>>>>>>>>>>>>>>>>>>>>>>>>>>>>>>>>>>>>>>>>>>>>>>>>>>>>>>>>>>>>>>>>>>>>>>>>>>>>>>>>>>>>>>>>>>>>>>>>>>>>>>>>>>>>>>>>>>>>>>>>>>>>>>>>>>>>>>>>: [155, 317, 950, 333]
- gtex-tissue-bar[interactable]: [491, 1052, 496, 1078]
- alignment-base: =: [171, 1351, 179, 1365]
- gtex-tissue-bar[interactable]: [477, 1058, 482, 1078]
- gtex-tissue-bar[interactable]: [204, 1063, 209, 1078]
- gtex-tissue-bar[interactable]: [225, 1026, 230, 1078]
- sequences-label[interactable]: Sequences: [92, 910, 153, 924]
- transcript-label[interactable]: ANK2: [121, 320, 153, 334]
- transcript-line[interactable]: >>>>>>>>>>>>>>>>>>>>>>>>>>>>>>>>>>>>>>>>>>>>>>>>>>>>>>>>>>>>>>>>>>>>>>>>>>>>>>>>>>>>>>>>>>>>>>>>>>>>>>>>>>>>>>>>>>>>>>>>>>>>>>>>>>>>>>>>>>>>>>>>>>>>>>>>>>>>>>>>: [155, 573, 950, 589]
- gtex-tissue-bar[interactable]: [190, 1055, 195, 1078]
- scale-bar: [447, 24, 657, 25]
- alignment-base: =: [798, 1351, 806, 1365]
- alignment-base: A: [713, 1261, 722, 1275]
- gtex-tissue-bar[interactable]: [358, 1046, 363, 1078]
